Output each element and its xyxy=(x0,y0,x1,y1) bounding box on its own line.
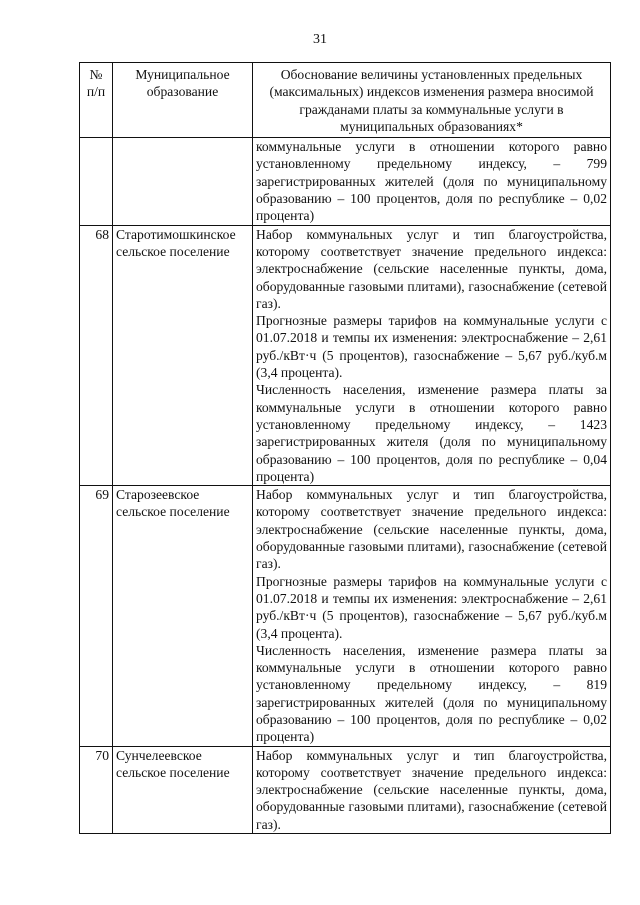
row-municipality: Старотимошкинское сельское поселение xyxy=(113,225,253,485)
services-paragraph: Набор коммунальных услуг и тип благоустройства, которому соответствует значение предельного индекса: электроснабжение (сельские населенные пункты, дома, оборудованные газовыми плитами), газоснабжение (сетевой газ). xyxy=(256,747,607,832)
row-num-cell xyxy=(80,138,113,225)
row-basis-cell xyxy=(253,225,611,485)
table-row-continuation xyxy=(80,138,611,225)
table-row xyxy=(80,486,611,746)
row-basis-cell xyxy=(253,138,611,225)
tariffs-paragraph: Прогнозные размеры тарифов на коммунальные услуги с 01.07.2018 и темпы их изменения: электроснабжение – 2,61 руб./кВт·ч (5 процентов), газоснабжение – 5,67 руб./куб.м (3,4 процента). xyxy=(256,573,607,641)
population-paragraph: Численность населения, изменение размера платы за коммунальные услуги в отношении которого равно установленному предельному индексу, – 1423 зарегистрированных жителя (доля по муниципальному образованию – 100 процентов, доля по республике – 0,04 процента) xyxy=(256,382,607,484)
header-basis: Обоснование величины установленных предельных (максимальных) индексов изменения размера вносимой гражданами платы за коммунальные услуги в муниципальных образованиях* xyxy=(253,63,611,138)
header-num: № п/п xyxy=(80,63,113,138)
row-num: 69 xyxy=(80,486,113,746)
services-paragraph: Набор коммунальных услуг и тип благоустройства, которому соответствует значение предельного индекса: электроснабжение (сельские населенные пункты, дома, оборудованные газовыми плитами), газоснабжение (сетевой газ). xyxy=(256,487,607,572)
population-paragraph: коммунальные услуги в отношении которого равно установленному предельному индексу, – 799 зарегистрированных жителей (доля по муниципальному образованию – 100 процентов, доля по республике – 0,02 процента) xyxy=(256,139,607,224)
table-row xyxy=(80,746,611,833)
row-basis-cell xyxy=(253,486,611,746)
row-municipality: Старозеевское сельское поселение xyxy=(113,486,253,746)
services-paragraph: Набор коммунальных услуг и тип благоустройства, которому соответствует значение предельного индекса: электроснабжение (сельские населенные пункты, дома, оборудованные газовыми плитами), газоснабжение (сетевой газ). xyxy=(256,226,607,311)
row-municipality-cell xyxy=(113,138,253,225)
row-num: 70 xyxy=(80,746,113,833)
page-number: 31 xyxy=(313,32,327,47)
table-row xyxy=(80,225,611,485)
row-municipality: Сунчелеевское сельское поселение xyxy=(113,746,253,833)
row-basis-cell xyxy=(253,746,611,833)
tariffs-paragraph: Прогнозные размеры тарифов на коммунальные услуги с 01.07.2018 и темпы их изменения: электроснабжение – 2,61 руб./кВт·ч (5 процентов), газоснабжение – 5,67 руб./куб.м (3,4 процента). xyxy=(256,313,607,381)
row-num: 68 xyxy=(80,225,113,485)
header-municipality: Муниципальное образование xyxy=(113,63,253,138)
tariff-index-table xyxy=(79,62,611,834)
table-header-row xyxy=(80,63,611,138)
population-paragraph: Численность населения, изменение размера платы за коммунальные услуги в отношении которого равно установленному предельному индексу, – 819 зарегистрированных жителей (доля по муниципальному образованию – 100 процентов, доля по республике – 0,02 процента) xyxy=(256,642,607,745)
